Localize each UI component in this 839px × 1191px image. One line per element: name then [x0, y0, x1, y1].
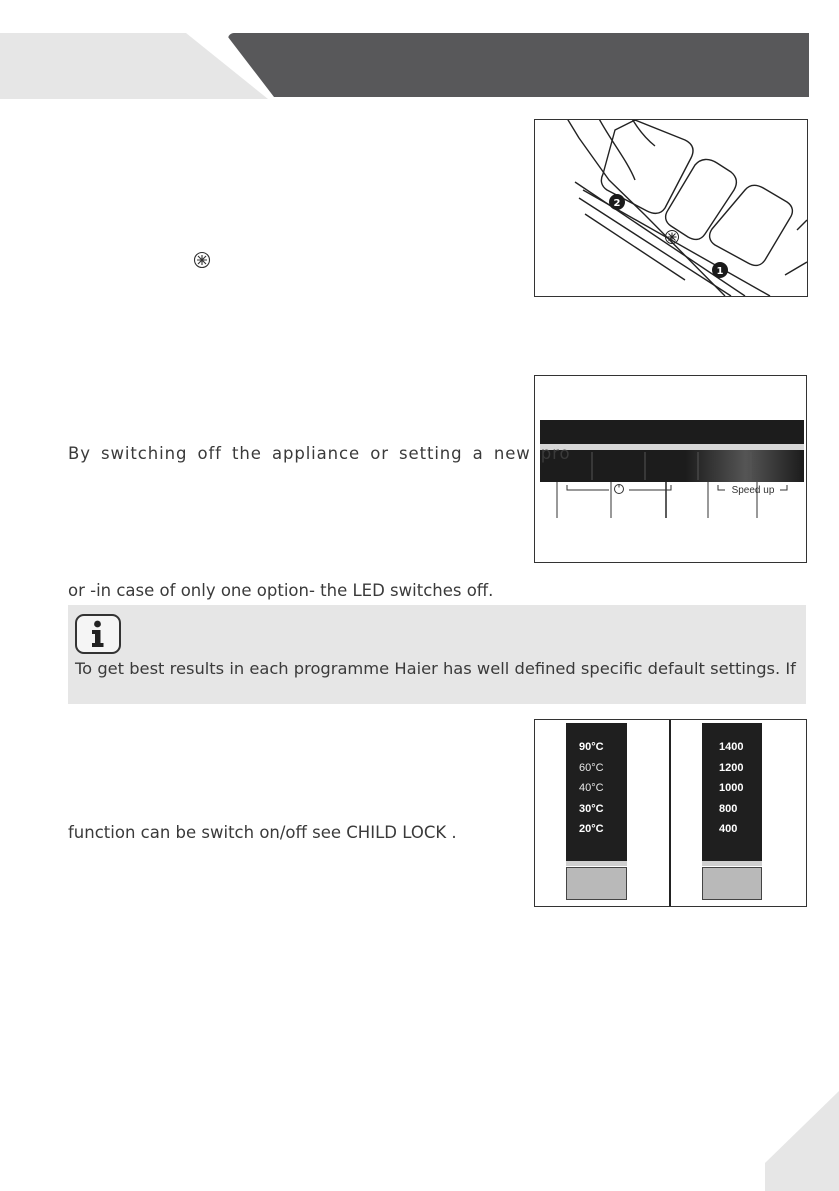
speed-up-label: Speed up: [731, 485, 775, 496]
spin-separator: [702, 861, 762, 866]
spin-option: 1200: [719, 761, 744, 774]
temperature-option: 60°C: [579, 761, 604, 774]
temperature-separator: [566, 861, 627, 866]
header-bar: [228, 33, 809, 97]
spin-option: 800: [719, 802, 738, 815]
temperature-option: 40°C: [579, 782, 604, 794]
temperature-spin-figure: [534, 719, 807, 907]
detergent-drawer-figure: [534, 119, 808, 297]
temperature-option: 90°C: [579, 741, 604, 753]
temperature-list: [579, 737, 604, 840]
spin-list: [719, 737, 743, 840]
temperature-panel: [566, 723, 627, 861]
spin-option: 400: [719, 823, 738, 835]
spin-option: 1000: [719, 782, 744, 794]
compartment-1-label: 1: [716, 266, 724, 277]
compartment-2-label: 2: [613, 198, 621, 209]
child-lock-paragraph-line: function can be switch on/off see CHILD LOCK .: [68, 823, 457, 842]
spin-option: 1400: [719, 741, 744, 753]
spin-panel: [702, 723, 762, 861]
page-corner: [765, 1091, 839, 1191]
option-off-paragraph-line: or -in case of only one option- the LED switches off.: [68, 581, 494, 600]
header-tab-light: [0, 33, 268, 99]
spin-button[interactable]: [702, 867, 762, 900]
softener-inline-icon: [193, 251, 211, 273]
temperature-option: 20°C: [579, 823, 604, 835]
control-panel-illustration: [535, 376, 806, 562]
temperature-option: 30°C: [579, 802, 604, 815]
detergent-drawer-illustration: [535, 120, 807, 296]
control-panel-figure: [534, 375, 807, 563]
info-icon: [75, 614, 121, 654]
info-note-box: [68, 605, 806, 704]
figure-divider: [669, 720, 671, 906]
time-icon: [615, 485, 624, 494]
info-note-text: To get best results in each programme Haier has well defined specific default settings. If: [75, 659, 796, 678]
temperature-button[interactable]: [566, 867, 627, 900]
switch-off-paragraph-line: By switching off the appliance or setting a new pro: [68, 444, 571, 463]
